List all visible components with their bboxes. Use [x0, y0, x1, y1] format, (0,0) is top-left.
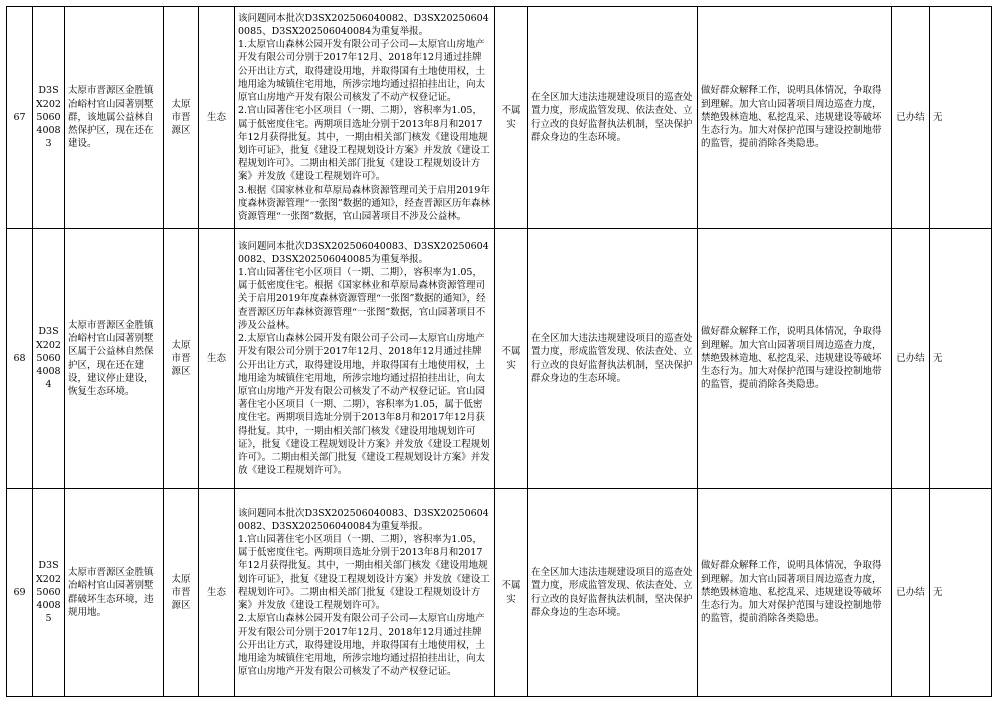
row-number: 68 — [7, 229, 33, 489]
row-number: 69 — [7, 489, 33, 697]
complaint-table — [6, 6, 992, 697]
table-row — [7, 489, 992, 697]
detail-paragraph: 2.太原官山森林公园开发有限公司子公司—太原官山房地产开发有限公司分别于2017年12月、2018年12月通过挂牌公开出让方式，取得建设用地，并取得国有土地使用权，土地用途为城镇住宅用地，所涉宗地均通过招拍挂出让，向太原官山房地产开发有限公司核发了不动产权登记证。 — [238, 613, 486, 678]
table-row — [7, 229, 992, 489]
complaint-code: D3SX202506040083 — [33, 7, 65, 229]
complaint-code: D3SX202506040085 — [33, 489, 65, 697]
detail-paragraph: 该问题同本批次D3SX202506040083、D3SX202506040082、D3SX202506040084为重复举报。 — [238, 507, 489, 532]
detail-paragraph: 该问题同本批次D3SX202506040083、D3SX202506040082、D3SX202506040085为重复举报。 — [238, 240, 489, 265]
district: 太原市晋源区 — [164, 7, 199, 229]
complaint-content: 太原市晋源区金胜镇冶峪村官山园著别墅区属于公益林自然保护区，现在还在建设，建议停止建设，恢复生态环境。 — [65, 229, 164, 489]
detail-paragraph: 2.太原官山森林公园开发有限公司子公司—太原官山房地产开发有限公司分别于2017年12月、2018年12月通过挂牌公开出让方式，取得建设用地，并取得国有土地使用权，土地用途为城镇住宅用地，所涉宗地均通过招拍挂出让，向太原官山房地产开发有限公司核发了不动产权登记证。官山园著住宅小区项目（一期、二期），容积率为1.05，属于低密度住宅。两期项目选址分别于2013年8月和2017年12月获得批复。其中，一期由相关部门核发《建设用地规划许可证》，批复《建设工程规划设计方案》并发放《建设工程规划许可》。二期由相关部门批复《建设工程规划设计方案》并发放《建设工程规划许可》。 — [238, 333, 490, 477]
detail-paragraph: 3.根据《国家林业和草原局森林资源管理司关于启用2019年度森林资源管理“一张图”数据的通知》，经查晋源区历年森林资源管理“一张图”数据，官山园著项目不涉及公益林。 — [238, 184, 490, 222]
detail-paragraph: 2.官山园著住宅小区项目（一期、二期），容积率为1.05，属于低密度住宅。两期项目选址分别于2013年8月和2017年12月获得批复。其中，一期由相关部门核发《建设用地规划许可证》，批复《建设工程规划设计方案》并发放《建设工程规划许可》。二期由相关部门批复《建设工程规划设计方案》并发放《建设工程规划许可》。 — [238, 105, 490, 183]
complaint-content: 太原市晋源区金胜镇冶峪村官山园著别墅群，该地属公益林自然保护区，现在还在建设。 — [65, 7, 164, 229]
investigation-details — [235, 229, 495, 489]
complaint-code: D3SX202506040084 — [33, 229, 65, 489]
pollution-type: 生态 — [199, 229, 235, 489]
rectification: 在全区加大违法违规建设项目的巡查处置力度，形成监管发现、依法查处、立行立改的良好监督执法机制，坚决保护群众身边的生态环境。 — [528, 489, 698, 697]
status: 已办结 — [892, 489, 930, 697]
measures: 做好群众解释工作，说明具体情况，争取得到理解。加大官山园著项目周边巡查力度，禁绝毁林造地、私挖乱采、违规建设等破坏生态行为。加大对保护范围与建设控制地带的监管，提前消除各类隐患。 — [698, 489, 892, 697]
investigation-details — [235, 489, 495, 697]
measures: 做好群众解释工作，说明具体情况，争取得到理解。加大官山园著项目周边巡查力度，禁绝毁林造地、私挖乱采、违规建设等破坏生态行为。加大对保护范围与建设控制地带的监管，提前消除各类隐患。 — [698, 7, 892, 229]
accountability: 无 — [930, 229, 992, 489]
status: 已办结 — [892, 7, 930, 229]
verdict: 不属实 — [495, 489, 528, 697]
verdict: 不属实 — [495, 229, 528, 489]
table-row — [7, 7, 992, 229]
verdict: 不属实 — [495, 7, 528, 229]
measures: 做好群众解释工作，说明具体情况，争取得到理解。加大官山园著项目周边巡查力度，禁绝毁林造地、私挖乱采、违规建设等破坏生态行为。加大对保护范围与建设控制地带的监管，提前消除各类隐患。 — [698, 229, 892, 489]
detail-paragraph: 1.官山园著住宅小区项目（一期、二期），容积率为1.05，属于低密度住宅。两期项目选址分别于2013年8月和2017年12月获得批复。其中，一期由相关部门核发《建设用地规划许可证》，批复《建设工程规划设计方案》并发放《建设工程规划许可》。二期由相关部门批复《建设工程规划设计方案》并发放《建设工程规划许可》。 — [238, 534, 490, 612]
detail-paragraph: 1.官山园著住宅小区项目（一期、二期），容积率为1.05，属于低密度住宅。根据《国家林业和草原局森林资源管理司关于启用2019年度森林资源管理“一张图”数据的通知》，经查晋源区历年森林资源管理“一张图”数据，官山园著项目不涉及公益林。 — [238, 267, 486, 331]
detail-paragraph: 1.太原官山森林公园开发有限公司子公司—太原官山房地产开发有限公司分别于2017年12月、2018年12月通过挂牌公开出让方式，取得建设用地，并取得国有土地使用权，土地用途为城镇住宅用地，所涉宗地均通过招拍挂出让，向太原官山房地产开发有限公司核发了不动产权登记证。 — [238, 39, 486, 104]
district: 太原市晋源区 — [164, 229, 199, 489]
row-number: 67 — [7, 7, 33, 229]
rectification: 在全区加大违法违规建设项目的巡查处置力度，形成监管发现、依法查处、立行立改的良好监督执法机制，坚决保护群众身边的生态环境。 — [528, 229, 698, 489]
detail-paragraph: 该问题同本批次D3SX202506040082、D3SX202506040085、D3SX202506040084为重复举报。 — [238, 12, 489, 38]
rectification: 在全区加大违法违规建设项目的巡查处置力度，形成监管发现、依法查处、立行立改的良好监督执法机制，坚决保护群众身边的生态环境。 — [528, 7, 698, 229]
pollution-type: 生态 — [199, 489, 235, 697]
complaint-content: 太原市晋源区金胜镇冶峪村官山园著别墅群破坏生态环境，违规用地。 — [65, 489, 164, 697]
status: 已办结 — [892, 229, 930, 489]
accountability: 无 — [930, 7, 992, 229]
investigation-details — [235, 7, 495, 229]
accountability: 无 — [930, 489, 992, 697]
pollution-type: 生态 — [199, 7, 235, 229]
district: 太原市晋源区 — [164, 489, 199, 697]
